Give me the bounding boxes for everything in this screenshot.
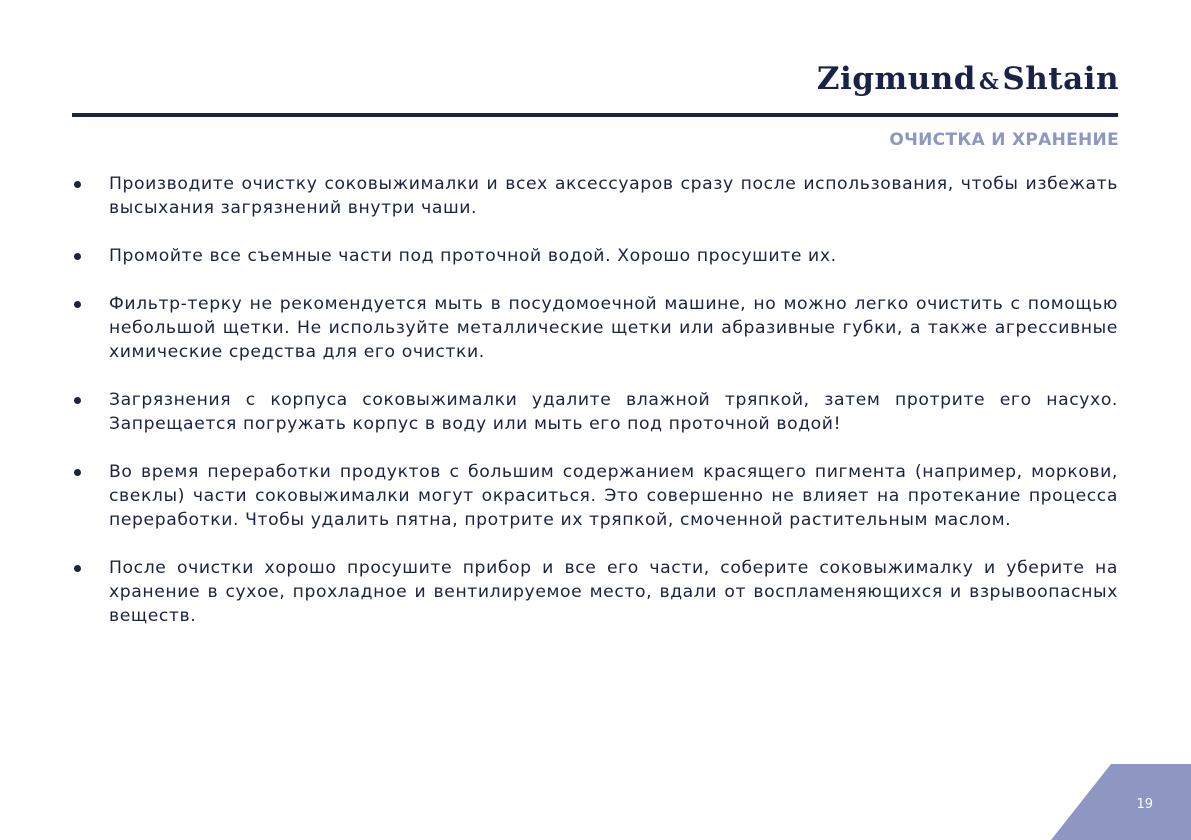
page-corner-decoration: [1051, 764, 1191, 840]
brand-logo: [816, 61, 1119, 97]
list-item-text: Производите очистку соковыжималки и всех аксессуаров сразу после использования, чтобы избежать высыхания загрязнений внутри чаши.: [109, 174, 1118, 218]
bullet-icon: [72, 292, 86, 316]
section-title: ОЧИСТКА И ХРАНЕНИЕ: [889, 130, 1119, 150]
list-item: [72, 388, 1118, 436]
corner-triangle-icon: [1051, 764, 1191, 840]
list-item: [72, 556, 1118, 628]
list-item: [72, 244, 1118, 268]
logo-text-right: Shtain: [1002, 61, 1119, 97]
bullet-icon: [72, 460, 86, 484]
logo-text-left: Zigmund: [816, 61, 976, 97]
list-item: [72, 460, 1118, 532]
list-item-text: После очистки хорошо просушите прибор и все его части, соберите соковыжималку и уберите на хранение в сухое, прохладное и вентилируемое место, вдали от воспламеняющихся и взрывоопасных веществ.: [109, 558, 1118, 626]
list-item: [72, 172, 1118, 220]
page-number: 19: [1136, 797, 1153, 812]
bullet-icon: [72, 172, 86, 196]
list-item-text: Фильтр-терку не рекомендуется мыть в посудомоечной машине, но можно легко очистить с помощью небольшой щетки. Не используйте металлические щетки или абразивные губки, а также агрессивные химические средства для его очистки.: [109, 294, 1118, 362]
bullet-icon: [72, 244, 86, 268]
instruction-list: [72, 172, 1118, 652]
logo-ampersand: &: [978, 69, 1000, 95]
bullet-icon: [72, 388, 86, 412]
bullet-icon: [72, 556, 86, 580]
list-item-text: Промойте все съемные части под проточной водой. Хорошо просушите их.: [109, 246, 837, 266]
list-item: [72, 292, 1118, 364]
header-divider: [72, 113, 1118, 117]
list-item-text: Во время переработки продуктов с большим содержанием красящего пигмента (например, моркови, свеклы) части соковыжималки могут окраситься. Это совершенно не влияет на протекание процесса переработки. Чтобы удалить пятна, протрите их тряпкой, смоченной растительным маслом.: [109, 462, 1118, 530]
list-item-text: Загрязнения с корпуса соковыжималки удалите влажной тряпкой, затем протрите его насухо. Запрещается погружать корпус в воду или мыть его под проточной водой!: [109, 390, 1118, 434]
